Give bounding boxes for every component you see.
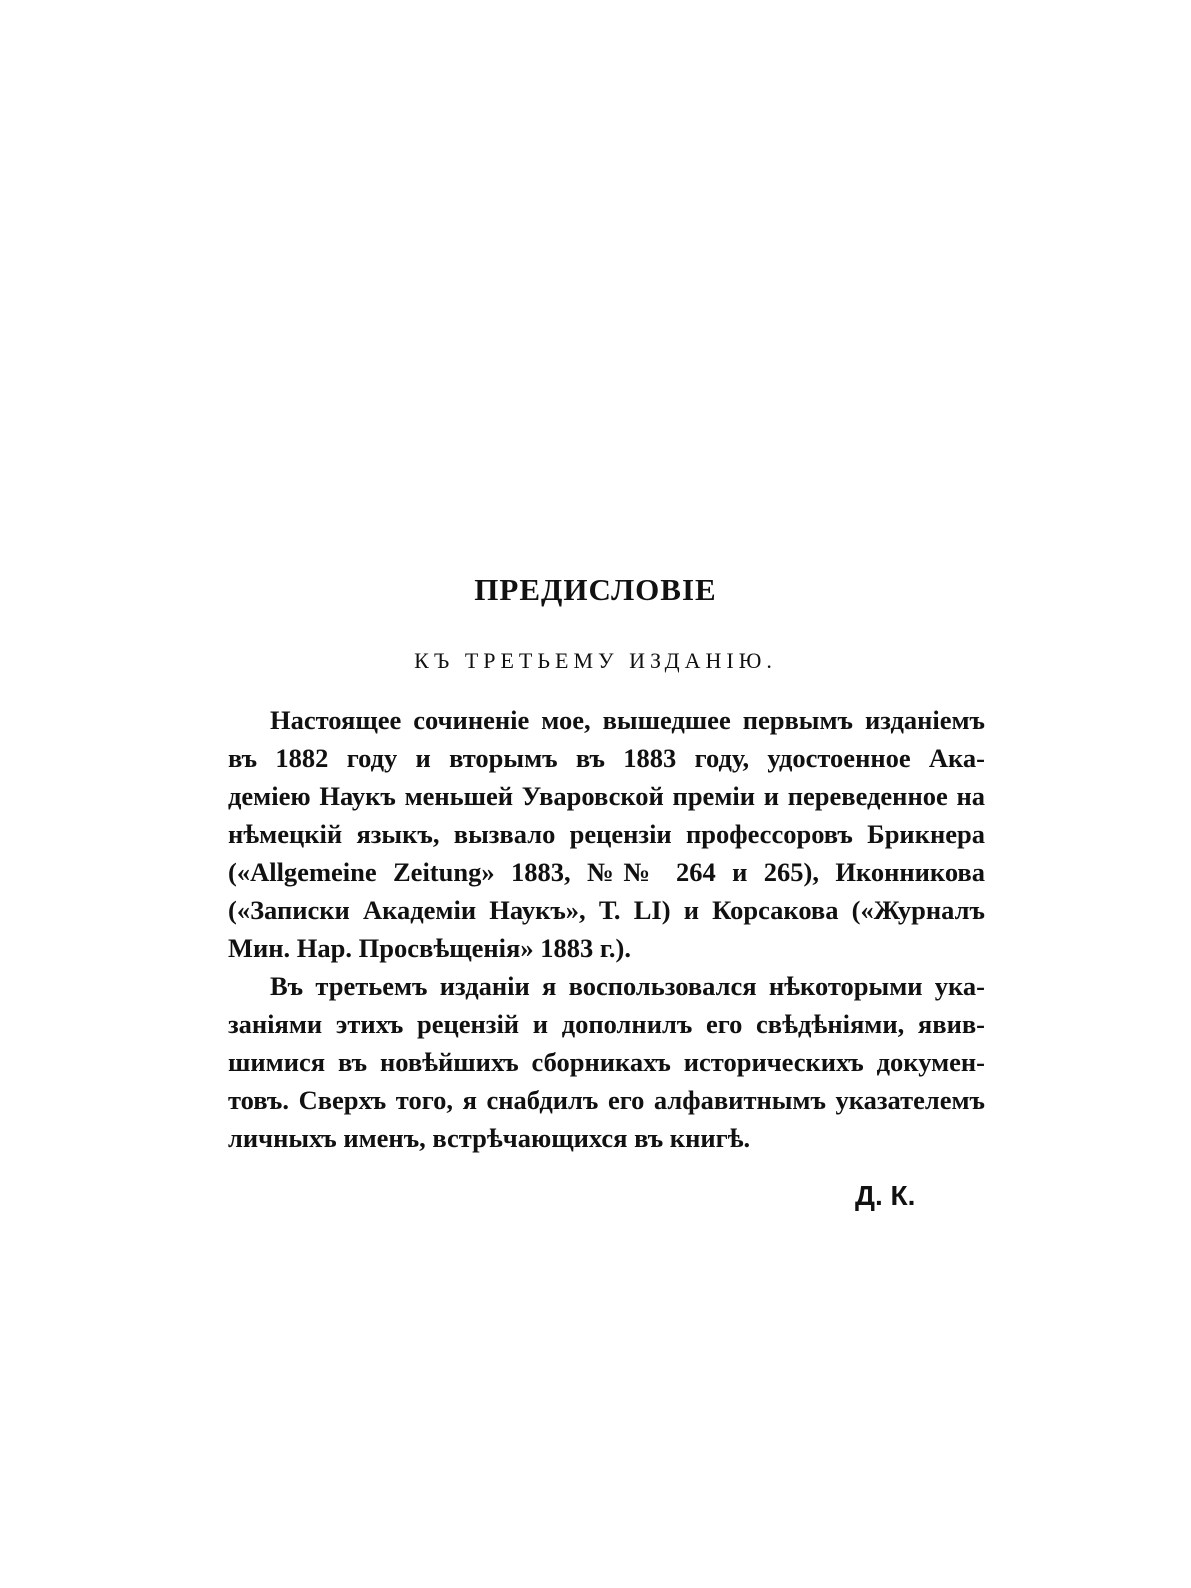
paragraph-line: личныхъ именъ, встрѣчающихся въ книгѣ. <box>228 1123 751 1153</box>
paragraph-line: нѣмецкій языкъ, вызвало рецензіи профессоровъ Брикнера <box>228 819 985 849</box>
paragraph-line: шимися въ новѣйшихъ сборникахъ историческихъ докумен- <box>228 1047 985 1077</box>
paragraph-line: деміею Наукъ меньшей Уваровской преміи и переведенное на <box>228 781 985 811</box>
paragraph-line: Въ третьемъ изданіи я воспользовался нѣкоторыми ука- <box>270 971 985 1001</box>
paragraph-line: товъ. Сверхъ того, я снабдилъ его алфавитнымъ указателемъ <box>228 1085 985 1115</box>
author-signature: Д. К. <box>855 1180 916 1211</box>
paragraph-line: («Allgemeine Zeitung» 1883, №№ 264 и 265), Иконникова <box>228 857 985 887</box>
paragraph-line: («Записки Академіи Наукъ», Т. LI) и Корсакова («Журналъ <box>228 895 985 925</box>
paragraph-line: Мин. Нар. Просвѣщенія» 1883 г.). <box>228 933 631 963</box>
page-title: ПРЕДИСЛОВІЕ <box>474 572 717 607</box>
paragraph-line: заніями этихъ рецензій и дополнилъ его свѣдѣніями, явив- <box>228 1009 985 1039</box>
paragraph-line: въ 1882 году и вторымъ въ 1883 году, удостоенное Ака- <box>228 743 985 773</box>
page-subtitle: КЪ ТРЕТЬЕМУ ИЗДАНІЮ. <box>414 648 777 673</box>
paragraph-line: Настоящее сочиненіе мое, вышедшее первымъ изданіемъ <box>270 705 985 735</box>
